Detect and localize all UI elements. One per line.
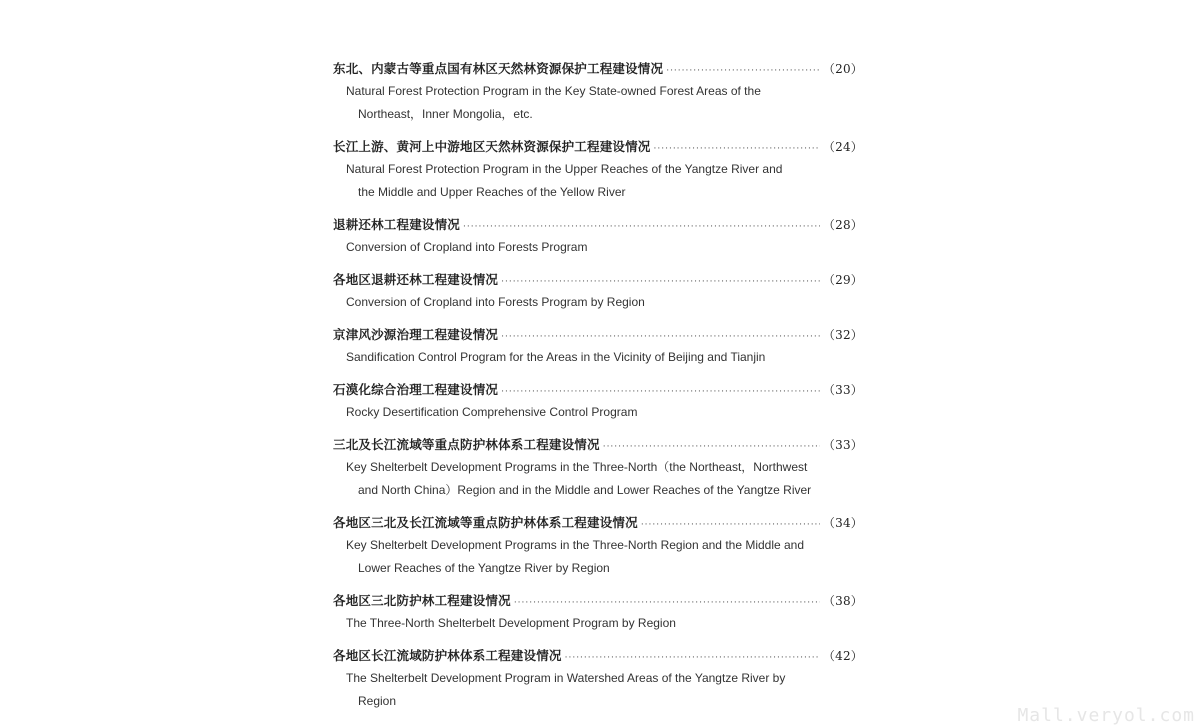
- toc-entry-zh-title: 三北及长江流域等重点防护林体系工程建设情况: [333, 437, 600, 452]
- toc-entry-page-number: （34）: [822, 516, 863, 530]
- dot-leader: [603, 436, 820, 458]
- dot-leader: [654, 138, 820, 160]
- toc-entry[interactable]: [333, 136, 863, 204]
- toc-entry-page-number: （33）: [822, 383, 863, 397]
- toc-entry-page-number: （32）: [822, 328, 863, 342]
- toc-entry[interactable]: [333, 590, 863, 635]
- toc-entry-en-title: [333, 534, 863, 580]
- toc-entry-zh-title: 退耕还林工程建设情况: [333, 217, 461, 232]
- toc-entry-zh-row: [333, 214, 863, 236]
- toc-entry-en-title: [333, 456, 863, 502]
- toc-entry-en-title: [333, 158, 863, 204]
- toc-entry-en-line: Region: [358, 694, 397, 708]
- toc-entry[interactable]: [333, 379, 863, 424]
- dot-leader: [666, 60, 820, 82]
- watermark: Mall.veryol.com: [1017, 705, 1195, 726]
- toc-entry-zh-row: [333, 590, 863, 612]
- toc-entry-zh-row: [333, 58, 863, 80]
- toc-entry[interactable]: [333, 645, 863, 713]
- toc-entry-en-title: [333, 401, 863, 424]
- toc-entry-page-number: （33）: [822, 438, 863, 452]
- toc-entry-en-title: [333, 80, 863, 126]
- toc-entry-zh-row: [333, 434, 863, 456]
- toc-entry-zh-title: 各地区退耕还林工程建设情况: [333, 272, 499, 287]
- toc-entry-zh-row: [333, 269, 863, 291]
- toc-entry[interactable]: [333, 324, 863, 369]
- toc-entry-en-line: Lower Reaches of the Yangtze River by Region: [358, 561, 610, 575]
- toc-entry-en-line: the Middle and Upper Reaches of the Yellow River: [358, 185, 626, 199]
- toc-entry-en-title: [333, 667, 863, 713]
- toc-entry-zh-title: 长江上游、黄河上中游地区天然林资源保护工程建设情况: [333, 139, 651, 154]
- toc-entry-en-line: Conversion of Cropland into Forests Program by Region: [346, 295, 645, 309]
- toc-entry-en-title: [333, 236, 863, 259]
- toc-entry-zh-title: 东北、内蒙古等重点国有林区天然林资源保护工程建设情况: [333, 61, 664, 76]
- toc-entry-page-number: （29）: [822, 273, 863, 287]
- toc-entry[interactable]: [333, 58, 863, 126]
- toc-entry-zh-title: 各地区三北防护林工程建设情况: [333, 593, 511, 608]
- toc-entry-page-number: （20）: [822, 62, 863, 76]
- dot-leader: [501, 381, 820, 403]
- toc-entry[interactable]: [333, 269, 863, 314]
- toc-entry-zh-row: [333, 324, 863, 346]
- toc-entry-en-line: Key Shelterbelt Development Programs in the Three-North（the Northeast，Northwest: [346, 460, 808, 474]
- dot-leader: [463, 216, 820, 238]
- toc-entry-en-line: Natural Forest Protection Program in the Upper Reaches of the Yangtze River and: [346, 162, 783, 176]
- toc-entry-zh-title: 京津风沙源治理工程建设情况: [333, 327, 499, 342]
- dot-leader: [565, 647, 820, 669]
- toc-entry-en-line: Rocky Desertification Comprehensive Control Program: [346, 405, 638, 419]
- toc-entry-en-line: Natural Forest Protection Program in the Key State-owned Forest Areas of the: [346, 84, 761, 98]
- toc-entry-en-line: Northeast，Inner Mongolia，etc.: [358, 107, 533, 121]
- toc-entry-zh-row: [333, 136, 863, 158]
- toc-entry-en-line: Sandification Control Program for the Areas in the Vicinity of Beijing and Tianjin: [346, 350, 766, 364]
- toc-entry-en-title: [333, 291, 863, 314]
- toc-entry-page-number: （38）: [822, 594, 863, 608]
- toc-entry-en-title: [333, 346, 863, 369]
- toc-entry-zh-row: [333, 379, 863, 401]
- toc-entry-en-line: Key Shelterbelt Development Programs in the Three-North Region and the Middle and: [346, 538, 805, 552]
- toc-entry-en-line: The Three-North Shelterbelt Development Program by Region: [346, 616, 676, 630]
- toc-entry-zh-title: 各地区长江流域防护林体系工程建设情况: [333, 648, 562, 663]
- dot-leader: [501, 326, 820, 348]
- dot-leader: [501, 271, 820, 293]
- toc-entry-zh-row: [333, 512, 863, 534]
- toc-entry-zh-row: [333, 645, 863, 667]
- toc-entry[interactable]: [333, 512, 863, 580]
- dot-leader: [641, 514, 820, 536]
- toc-entry-en-line: The Shelterbelt Development Program in Watershed Areas of the Yangtze River by: [346, 671, 786, 685]
- toc-entry[interactable]: [333, 214, 863, 259]
- toc-entry-page-number: （24）: [822, 140, 863, 154]
- toc-entry-en-line: and North China）Region and in the Middle and Lower Reaches of the Yangtze River: [358, 483, 812, 497]
- toc-entry-zh-title: 石漠化综合治理工程建设情况: [333, 382, 499, 397]
- toc-entry-page-number: （28）: [822, 218, 863, 232]
- toc-entry-page-number: （42）: [822, 649, 863, 663]
- table-of-contents: [333, 58, 863, 723]
- toc-entry-en-line: Conversion of Cropland into Forests Program: [346, 240, 588, 254]
- toc-entry[interactable]: [333, 434, 863, 502]
- dot-leader: [514, 592, 820, 614]
- toc-entry-zh-title: 各地区三北及长江流域等重点防护林体系工程建设情况: [333, 515, 638, 530]
- toc-entry-en-title: [333, 612, 863, 635]
